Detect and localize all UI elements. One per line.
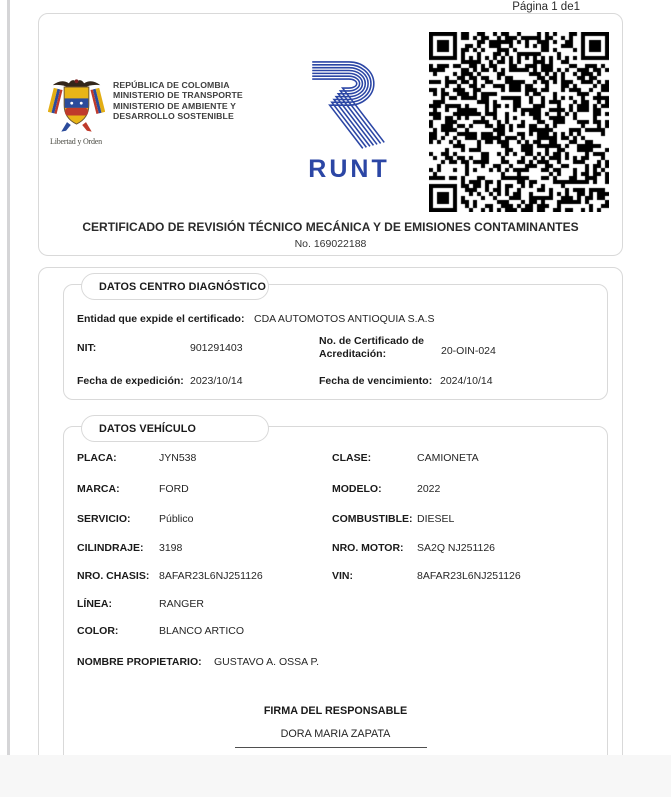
qr-code-icon <box>429 32 609 212</box>
field-label: MODELO: <box>332 483 382 495</box>
runt-wordmark: RUNT <box>308 155 390 183</box>
field-value: 8AFAR23L6NJ251126 <box>159 570 263 582</box>
field-label: Entidad que expide el certificado: <box>77 313 245 325</box>
field-label: CILINDRAJE: <box>77 542 144 554</box>
certificate-body-box <box>38 267 623 755</box>
field-value: CDA AUTOMOTOS ANTIOQUIA S.A.S <box>254 313 435 325</box>
field-label: Fecha de vencimiento: <box>319 375 433 387</box>
ministry-line: REPÚBLICA DE COLOMBIA <box>113 80 230 90</box>
field-value: JYN538 <box>159 452 197 464</box>
field-value: SA2Q NJ251126 <box>417 542 496 554</box>
field-label: NOMBRE PROPIETARIO: <box>77 656 202 668</box>
field-label: COLOR: <box>77 625 119 637</box>
ministry-line: DESARROLLO SOSTENIBLE <box>113 111 234 122</box>
field-label: MARCA: <box>77 483 120 495</box>
field-label: LÍNEA: <box>77 598 112 610</box>
signature-heading: FIRMA DEL RESPONSABLE <box>263 705 408 717</box>
field-label: No. de Certificado de Acreditación: <box>319 335 425 360</box>
field-value: BLANCO ARTICO <box>159 625 244 637</box>
ministry-line: MINISTERIO DE AMBIENTE Y <box>113 100 237 111</box>
field-value: Público <box>159 513 194 525</box>
field-label: CLASE: <box>332 452 372 464</box>
page-edge-line <box>7 0 10 755</box>
field-label: PLACA: <box>77 452 117 464</box>
section-title-diagnostic: DATOS CENTRO DIAGNÓSTICO <box>81 273 269 300</box>
page-indicator: Página 1 de1 <box>512 1 580 13</box>
field-value: 20-OIN-024 <box>441 345 496 357</box>
field-label: SERVICIO: <box>77 513 131 525</box>
field-label: VIN: <box>332 570 353 582</box>
offpage-area <box>0 755 671 797</box>
field-value: DIESEL <box>417 513 455 525</box>
field-label: NIT: <box>77 342 97 354</box>
field-value: 8AFAR23L6NJ251126 <box>417 570 521 582</box>
signature-name: DORA MARIA ZAPATA <box>280 728 391 740</box>
field-value: 2022 <box>417 483 441 495</box>
section-title-vehicle: DATOS VEHÍCULO <box>81 415 269 442</box>
field-label: NRO. MOTOR: <box>332 542 404 554</box>
field-value: 2024/10/14 <box>440 375 493 387</box>
runt-r-icon <box>305 50 393 153</box>
field-value: RANGER <box>159 598 204 610</box>
field-value: FORD <box>159 483 189 495</box>
field-value: GUSTAVO A. OSSA P. <box>214 656 320 668</box>
field-value: 901291403 <box>190 342 243 354</box>
section-vehicle <box>63 422 608 755</box>
field-label: NRO. CHASIS: <box>77 570 150 582</box>
ministry-lines <box>113 80 243 122</box>
field-value: 3198 <box>159 542 183 554</box>
ministry-line: MINISTERIO DE TRANSPORTE <box>113 90 243 101</box>
certificate-number: No. 169022188 <box>294 238 367 250</box>
certificate-title: CERTIFICADO DE REVISIÓN TÉCNICO MECÁNICA Y DE EMISIONES CONTAMINANTES <box>82 220 579 234</box>
header-box <box>38 13 623 256</box>
coat-of-arms-caption: Libertad y Orden <box>50 137 102 146</box>
section-diagnostic-center <box>63 280 608 400</box>
signature-line <box>235 747 427 748</box>
field-value: 2023/10/14 <box>190 375 243 387</box>
field-label: COMBUSTIBLE: <box>332 513 413 525</box>
field-label: Fecha de expedición: <box>77 375 184 387</box>
colombia-coat-of-arms-icon <box>48 76 105 136</box>
runt-logo <box>304 50 394 184</box>
field-value: CAMIONETA <box>417 452 479 464</box>
